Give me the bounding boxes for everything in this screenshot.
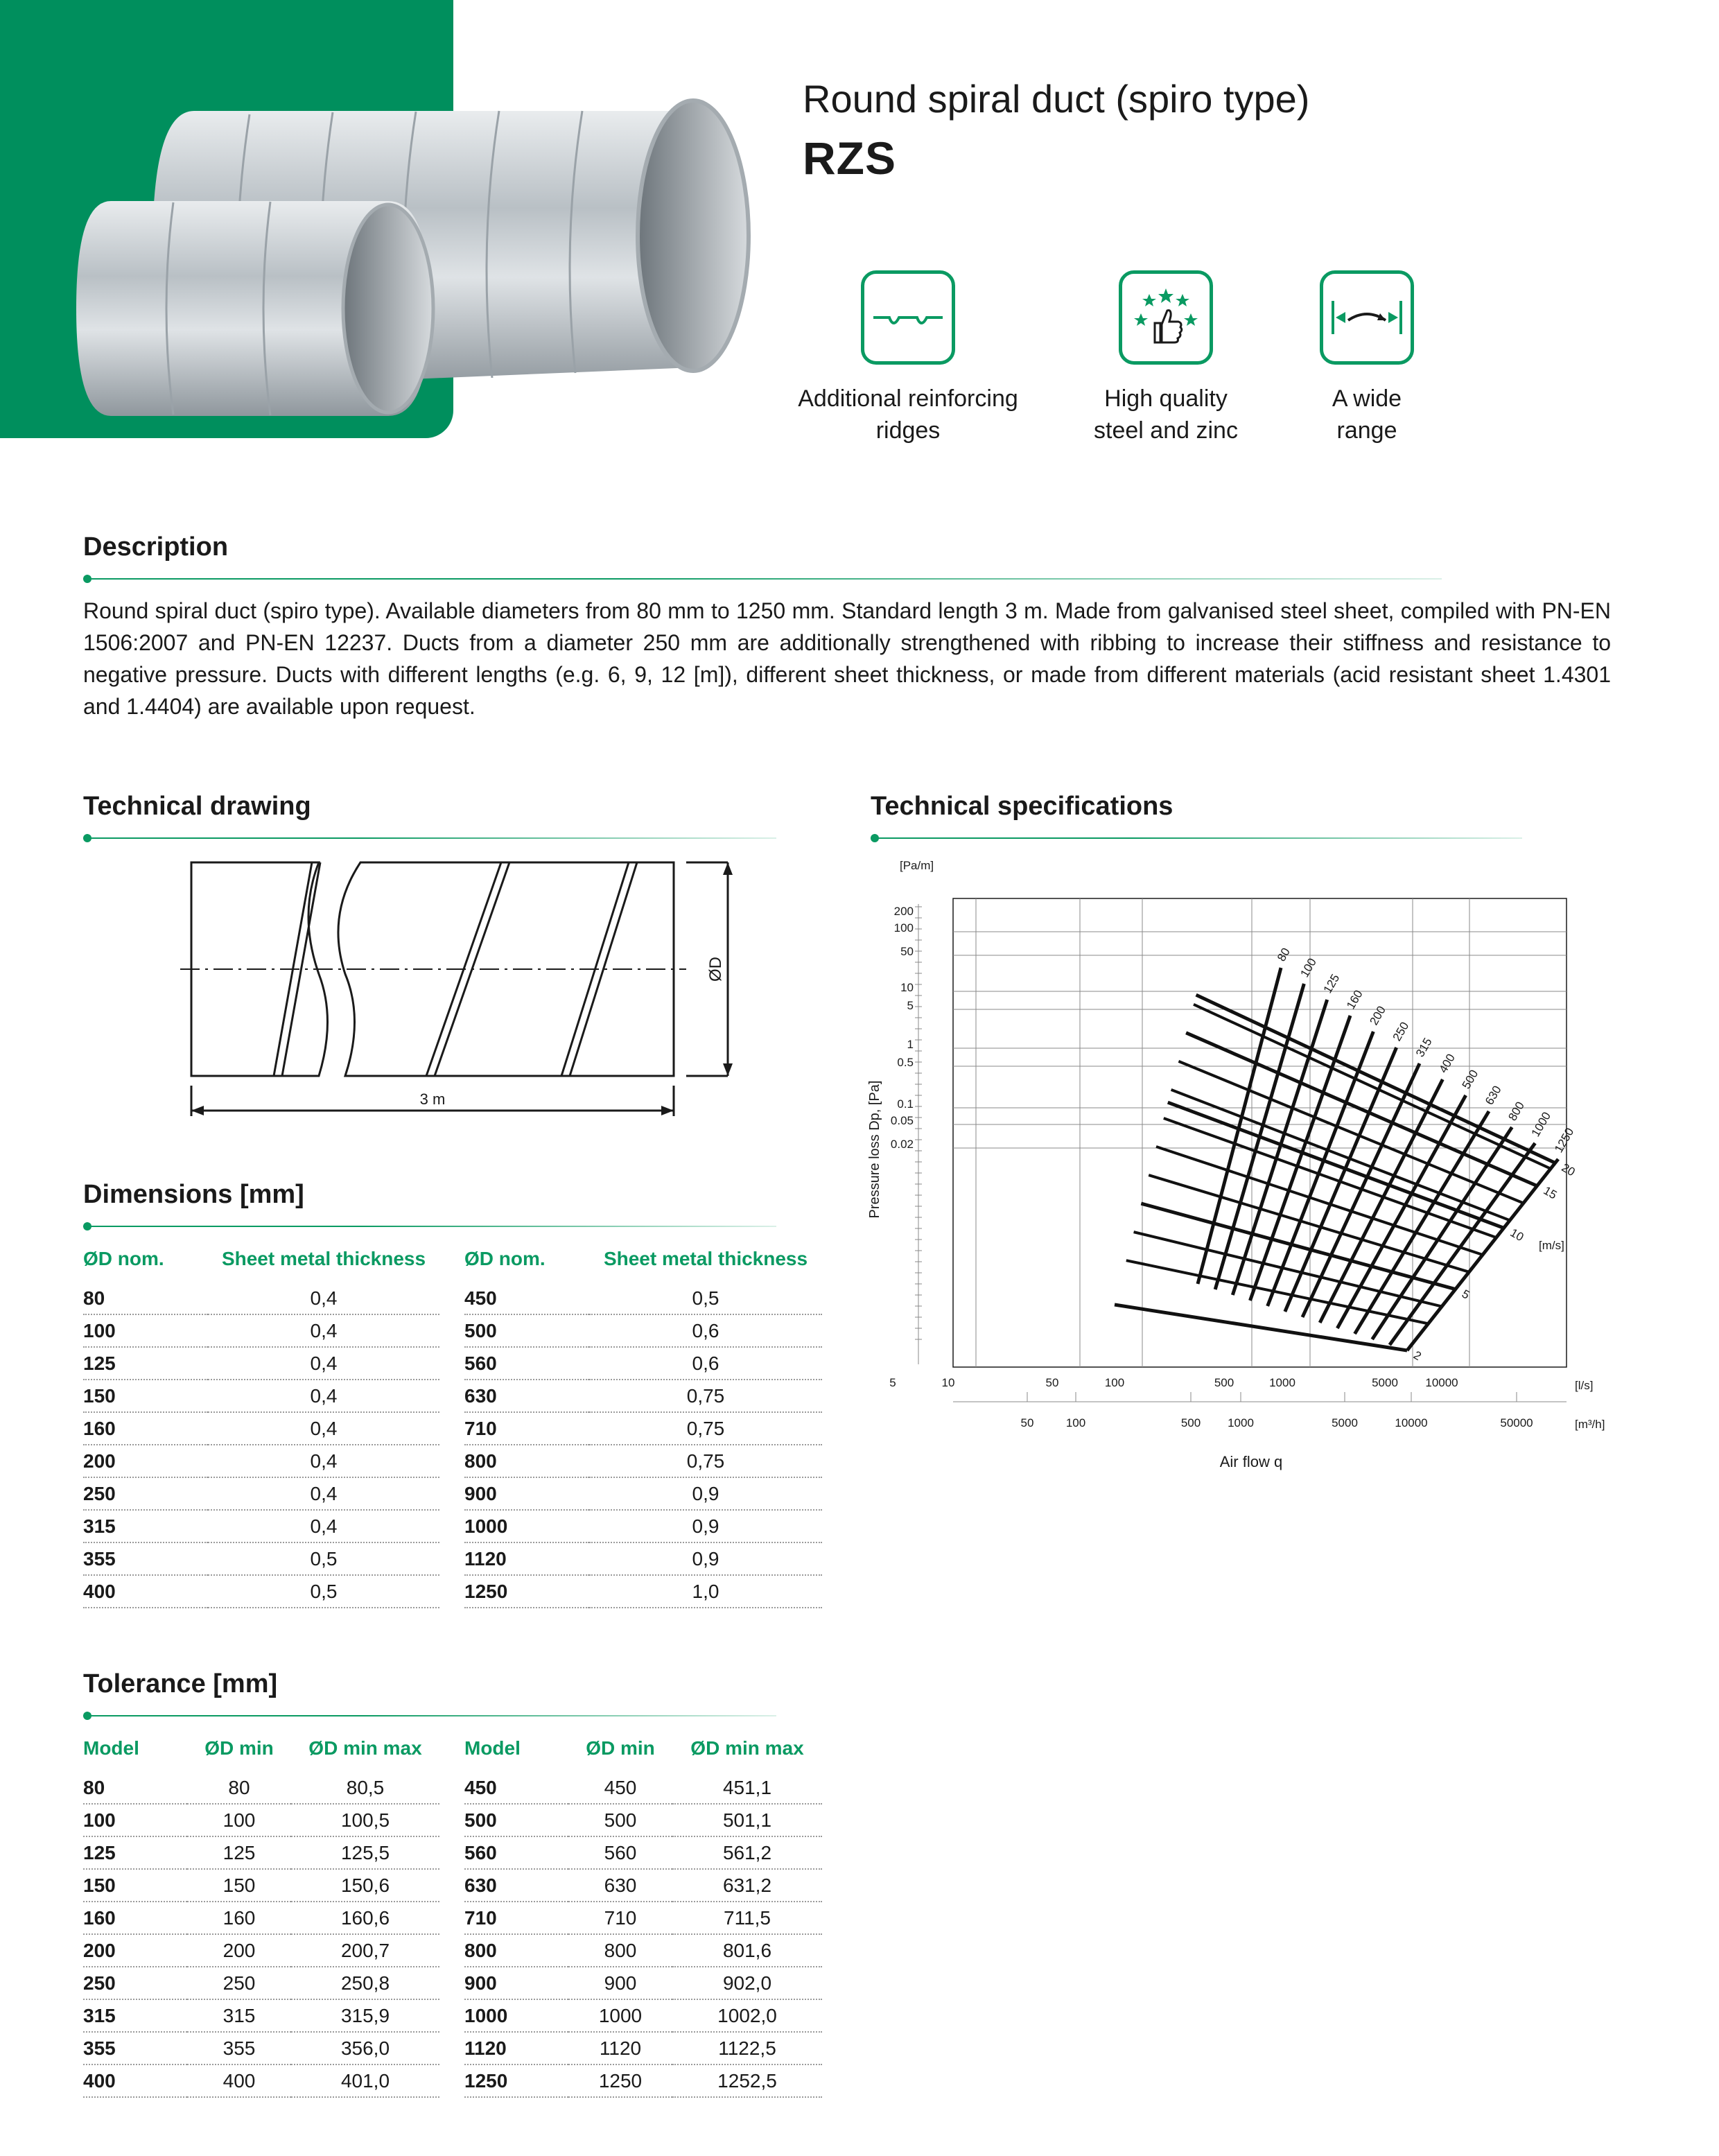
table-row <box>464 1314 822 1347</box>
table-cell-value: 200 <box>187 1934 291 1967</box>
table-row <box>464 2064 822 2097</box>
chart-x-tick-m3h: 10000 <box>1395 1416 1428 1429</box>
table-cell-model: 710 <box>464 1902 568 1934</box>
dimensions-rule <box>83 1226 776 1227</box>
chart-diameter-label: 200 <box>1367 1003 1388 1027</box>
table-cell-value: 0,6 <box>589 1314 822 1347</box>
tolerance-rule <box>83 1715 776 1716</box>
table-cell-model: 630 <box>464 1380 589 1412</box>
table-cell-model: 900 <box>464 1967 568 1999</box>
table-cell-model: 560 <box>464 1347 589 1380</box>
chart-y-tick: 0.5 <box>897 1056 914 1069</box>
table-cell-value: 0,9 <box>589 1477 822 1510</box>
table-row <box>464 1380 822 1412</box>
table-cell-value: 711,5 <box>672 1902 822 1934</box>
table-cell-value: 0,75 <box>589 1380 822 1412</box>
table-row <box>464 1510 822 1542</box>
table-cell-model: 450 <box>464 1772 568 1804</box>
table-cell-value: 250,8 <box>291 1967 439 1999</box>
chart-diameter-label: 800 <box>1506 1099 1527 1123</box>
table-cell-model: 250 <box>83 1967 187 1999</box>
table-cell-model: 100 <box>83 1314 208 1347</box>
model-code: RZS <box>803 132 896 184</box>
technical-specifications-rule <box>871 837 1522 839</box>
table-cell-value: 200,7 <box>291 1934 439 1967</box>
range-arrows-icon <box>1320 270 1414 365</box>
table-cell-model: 355 <box>83 1542 208 1575</box>
table-cell-value: 315 <box>187 1999 291 2032</box>
table-row <box>83 1772 439 1804</box>
table-row <box>464 1445 822 1477</box>
table-cell-value: 0,4 <box>208 1412 439 1445</box>
chart-y-tick: 10 <box>900 981 914 994</box>
table-cell-value: 100 <box>187 1804 291 1836</box>
chart-x-tick-ls: 100 <box>1104 1376 1125 1389</box>
chart-y-tick: 0.1 <box>897 1097 914 1111</box>
technical-drawing <box>173 853 783 1130</box>
chart-diameter-line <box>1268 1032 1374 1306</box>
col-model: Model <box>83 1737 139 1759</box>
table-cell-model: 250 <box>83 1477 208 1510</box>
chart-x-tick-m3h: 500 <box>1180 1416 1201 1429</box>
table-cell-model: 560 <box>464 1836 568 1869</box>
table-cell-value: 0,5 <box>208 1542 439 1575</box>
table-row <box>464 1347 822 1380</box>
chart-diameter-label: 500 <box>1459 1067 1481 1091</box>
chart-velocity-unit: [m/s] <box>1539 1239 1564 1252</box>
chart-y-tick: 1 <box>907 1038 914 1051</box>
table-row <box>83 1347 439 1380</box>
table-cell-value: 80 <box>187 1772 291 1804</box>
chart-y-tick: 200 <box>893 905 914 918</box>
table-cell-model: 1000 <box>464 1510 589 1542</box>
dimensions-table-left <box>83 1248 439 1608</box>
chart-diameter-label: 125 <box>1320 971 1343 996</box>
chart-x-tick-m3h: 50 <box>1020 1416 1034 1429</box>
table-cell-value: 80,5 <box>291 1772 439 1804</box>
col-d-min: ØD min <box>204 1737 274 1759</box>
table-cell-value: 0,5 <box>589 1283 822 1314</box>
table-cell-value: 0,4 <box>208 1445 439 1477</box>
table-row <box>83 1934 439 1967</box>
table-cell-value: 560 <box>568 1836 672 1869</box>
table-cell-value: 801,6 <box>672 1934 822 1967</box>
table-cell-model: 150 <box>83 1869 187 1902</box>
table-cell-model: 400 <box>83 2064 187 2097</box>
table-cell-value: 0,6 <box>589 1347 822 1380</box>
table-cell-value: 900 <box>568 1967 672 1999</box>
table-cell-value: 1002,0 <box>672 1999 822 2032</box>
feature-reinforcing-ridges <box>797 270 1019 446</box>
table-cell-model: 800 <box>464 1934 568 1967</box>
table-row <box>464 1542 822 1575</box>
table-cell-model: 630 <box>464 1869 568 1902</box>
table-cell-model: 1250 <box>464 1575 589 1608</box>
table-cell-model: 150 <box>83 1380 208 1412</box>
description-heading: Description <box>83 532 229 562</box>
table-cell-model: 400 <box>83 1575 208 1608</box>
tolerance-table-left <box>83 1737 439 2098</box>
ridges-icon <box>861 270 955 365</box>
table-row <box>464 1804 822 1836</box>
table-cell-value: 150,6 <box>291 1869 439 1902</box>
table-cell-model: 80 <box>83 1283 208 1314</box>
chart-diameter-label: 1000 <box>1528 1109 1554 1139</box>
table-cell-model: 200 <box>83 1445 208 1477</box>
table-row <box>83 1575 439 1608</box>
table-row <box>83 1967 439 1999</box>
table-row <box>464 1575 822 1608</box>
table-cell-model: 500 <box>464 1804 568 1836</box>
chart-x-unit-m3h: [m³/h] <box>1575 1418 1605 1431</box>
table-cell-value: 0,4 <box>208 1380 439 1412</box>
description-rule <box>83 578 1442 580</box>
chart-diameter-label: 1250 <box>1552 1125 1577 1155</box>
table-row <box>464 1772 822 1804</box>
table-cell-model: 100 <box>83 1804 187 1836</box>
table-cell-value: 160 <box>187 1902 291 1934</box>
table-cell-value: 0,4 <box>208 1510 439 1542</box>
chart-diameter-label: 250 <box>1390 1019 1412 1043</box>
technical-drawing-heading: Technical drawing <box>83 792 311 821</box>
chart-x-tick-ls: 500 <box>1214 1376 1234 1389</box>
table-row <box>464 1934 822 1967</box>
table-cell-value: 0,4 <box>208 1314 439 1347</box>
duct-product-image <box>69 83 762 430</box>
chart-diameter-label: 400 <box>1436 1051 1458 1075</box>
table-cell-value: 0,4 <box>208 1477 439 1510</box>
chart-velocity-label: 20 <box>1559 1160 1578 1179</box>
table-row <box>83 1542 439 1575</box>
col-sheet-thickness: Sheet metal thickness <box>603 1248 808 1269</box>
chart-velocity-label: 5 <box>1459 1287 1472 1302</box>
table-cell-value: 100,5 <box>291 1804 439 1836</box>
description-text: Round spiral duct (spiro type). Available diameters from 80 mm to 1250 mm. Standard length 3 m. Made from galvanised steel sheet, compiled with PN-EN 1506:2007 and PN-EN 12237. Ducts from a diameter 250 mm are additionally strengthened with ribbing to increase their stiffness and resistance to negative pressure. Ducts with different lengths (e.g. 6, 9, 12 [m]), different sheet thickness, or made from different materials (acid resistant sheet 1.4301 and 1.4404) are available upon request. <box>83 598 1611 719</box>
technical-drawing-rule <box>83 837 776 839</box>
col-d-min-max: ØD min max <box>308 1737 422 1759</box>
chart-x-tick-m3h: 100 <box>1065 1416 1086 1429</box>
table-cell-value: 631,2 <box>672 1869 822 1902</box>
chart-velocity-label: 2 <box>1411 1348 1424 1364</box>
chart-diameter-label: 100 <box>1298 955 1319 980</box>
table-cell-value: 561,2 <box>672 1836 822 1869</box>
feature-label: High quality steel and zinc <box>1094 385 1238 444</box>
feature-high-quality <box>1055 270 1277 446</box>
table-cell-model: 200 <box>83 1934 187 1967</box>
table-cell-model: 125 <box>83 1836 187 1869</box>
table-cell-value: 250 <box>187 1967 291 1999</box>
table-cell-model: 1250 <box>464 2064 568 2097</box>
chart-x-label: Air flow q <box>1219 1453 1283 1470</box>
table-cell-value: 1,0 <box>589 1575 822 1608</box>
drawing-diameter-label: ØD <box>706 957 725 982</box>
chart-velocity-line <box>1115 1305 1407 1350</box>
pressure-loss-chart <box>860 851 1622 1475</box>
chart-diameter-label: 80 <box>1275 946 1293 964</box>
table-row <box>83 1999 439 2032</box>
table-cell-value: 160,6 <box>291 1902 439 1934</box>
table-row <box>83 1804 439 1836</box>
table-cell-model: 450 <box>464 1283 589 1314</box>
table-row <box>83 1836 439 1869</box>
chart-x-tick-m3h: 50000 <box>1500 1416 1533 1429</box>
tolerance-heading: Tolerance [mm] <box>83 1669 278 1698</box>
table-cell-model: 160 <box>83 1902 187 1934</box>
table-row <box>83 1283 439 1314</box>
table-row <box>83 1869 439 1902</box>
table-cell-value: 0,9 <box>589 1542 822 1575</box>
chart-diameter-line <box>1320 1079 1442 1323</box>
chart-diameter-line <box>1390 1143 1535 1345</box>
col-d-nom: ØD nom. <box>464 1248 546 1269</box>
table-row <box>83 1477 439 1510</box>
table-cell-value: 630 <box>568 1869 672 1902</box>
feature-label: A wide range <box>1332 385 1402 444</box>
table-cell-model: 900 <box>464 1477 589 1510</box>
table-row <box>83 1314 439 1347</box>
table-cell-value: 0,75 <box>589 1412 822 1445</box>
table-row <box>464 1999 822 2032</box>
chart-diameter-label: 630 <box>1483 1083 1504 1107</box>
table-row <box>83 2032 439 2064</box>
chart-x-tick-ls: 10000 <box>1425 1376 1458 1389</box>
table-cell-model: 800 <box>464 1445 589 1477</box>
table-cell-value: 125,5 <box>291 1836 439 1869</box>
table-cell-value: 501,1 <box>672 1804 822 1836</box>
chart-x-tick-ls: 1000 <box>1269 1376 1295 1389</box>
table-cell-model: 315 <box>83 1999 187 2032</box>
dimensions-heading: Dimensions [mm] <box>83 1180 304 1209</box>
table-cell-value: 1122,5 <box>672 2032 822 2064</box>
col-d-nom: ØD nom. <box>83 1248 164 1269</box>
chart-x-tick-m3h: 1000 <box>1228 1416 1254 1429</box>
page-title: Round spiral duct (spiro type) <box>803 77 1310 121</box>
table-cell-value: 125 <box>187 1836 291 1869</box>
drawing-length-label: 3 m <box>419 1090 446 1108</box>
chart-velocity-label: 15 <box>1541 1183 1560 1202</box>
table-cell-value: 0,4 <box>208 1347 439 1380</box>
table-cell-value: 1250 <box>568 2064 672 2097</box>
table-cell-value: 902,0 <box>672 1967 822 1999</box>
chart-y-unit: [Pa/m] <box>900 859 934 872</box>
table-cell-model: 1120 <box>464 2032 568 2064</box>
table-cell-value: 0,5 <box>208 1575 439 1608</box>
chart-y-tick: 0.05 <box>890 1114 914 1127</box>
col-model: Model <box>464 1737 521 1759</box>
table-row <box>464 1477 822 1510</box>
table-cell-model: 500 <box>464 1314 589 1347</box>
chart-x-tick-m3h: 5000 <box>1332 1416 1358 1429</box>
chart-diameter-label: 315 <box>1413 1035 1435 1059</box>
chart-y-tick: 50 <box>900 945 914 958</box>
table-cell-model: 80 <box>83 1772 187 1804</box>
table-cell-value: 1000 <box>568 1999 672 2032</box>
col-d-min: ØD min <box>586 1737 655 1759</box>
table-cell-value: 315,9 <box>291 1999 439 2032</box>
dimensions-table-right <box>464 1248 822 1608</box>
table-row <box>464 1869 822 1902</box>
feature-label: Additional reinforcing ridges <box>798 385 1018 444</box>
table-cell-value: 400 <box>187 2064 291 2097</box>
table-row <box>83 1445 439 1477</box>
table-cell-model: 710 <box>464 1412 589 1445</box>
table-cell-value: 0,9 <box>589 1510 822 1542</box>
table-cell-model: 125 <box>83 1347 208 1380</box>
chart-y-label: Pressure loss Dp, [Pa] <box>867 1080 882 1219</box>
chart-x-tick-ls: 5 <box>889 1376 896 1389</box>
table-cell-model: 1000 <box>464 1999 568 2032</box>
table-row <box>83 1380 439 1412</box>
table-cell-value: 401,0 <box>291 2064 439 2097</box>
table-cell-model: 1120 <box>464 1542 589 1575</box>
quality-thumb-icon <box>1119 270 1213 365</box>
chart-x-tick-ls: 50 <box>1045 1376 1059 1389</box>
table-cell-value: 450 <box>568 1772 672 1804</box>
table-row <box>83 1902 439 1934</box>
table-cell-value: 800 <box>568 1934 672 1967</box>
table-row <box>464 1836 822 1869</box>
table-row <box>83 2064 439 2097</box>
table-row <box>464 1967 822 1999</box>
table-cell-value: 355 <box>187 2032 291 2064</box>
table-cell-value: 500 <box>568 1804 672 1836</box>
chart-y-tick: 0.02 <box>890 1138 914 1151</box>
col-sheet-thickness: Sheet metal thickness <box>221 1248 426 1269</box>
table-cell-value: 0,4 <box>208 1283 439 1314</box>
table-cell-model: 315 <box>83 1510 208 1542</box>
table-row <box>464 1902 822 1934</box>
table-cell-model: 355 <box>83 2032 187 2064</box>
table-cell-value: 1252,5 <box>672 2064 822 2097</box>
chart-velocity-label: 10 <box>1508 1226 1526 1244</box>
table-cell-model: 160 <box>83 1412 208 1445</box>
table-row <box>464 2032 822 2064</box>
table-row <box>464 1283 822 1314</box>
col-d-min-max: ØD min max <box>690 1737 804 1759</box>
tolerance-table-right <box>464 1737 822 2098</box>
table-cell-value: 356,0 <box>291 2032 439 2064</box>
chart-y-tick: 100 <box>893 921 914 934</box>
table-cell-value: 1120 <box>568 2032 672 2064</box>
table-row <box>83 1412 439 1445</box>
table-row <box>464 1412 822 1445</box>
chart-x-tick-ls: 5000 <box>1372 1376 1398 1389</box>
table-cell-value: 0,75 <box>589 1445 822 1477</box>
chart-x-tick-ls: 10 <box>941 1376 955 1389</box>
feature-wide-range <box>1256 270 1478 446</box>
chart-x-unit-ls: [l/s] <box>1575 1379 1594 1392</box>
table-row <box>83 1510 439 1542</box>
chart-y-tick: 5 <box>907 999 914 1012</box>
table-cell-value: 451,1 <box>672 1772 822 1804</box>
technical-specifications-heading: Technical specifications <box>871 792 1173 821</box>
table-cell-value: 150 <box>187 1869 291 1902</box>
table-cell-value: 710 <box>568 1902 672 1934</box>
chart-diameter-label: 160 <box>1344 987 1365 1011</box>
